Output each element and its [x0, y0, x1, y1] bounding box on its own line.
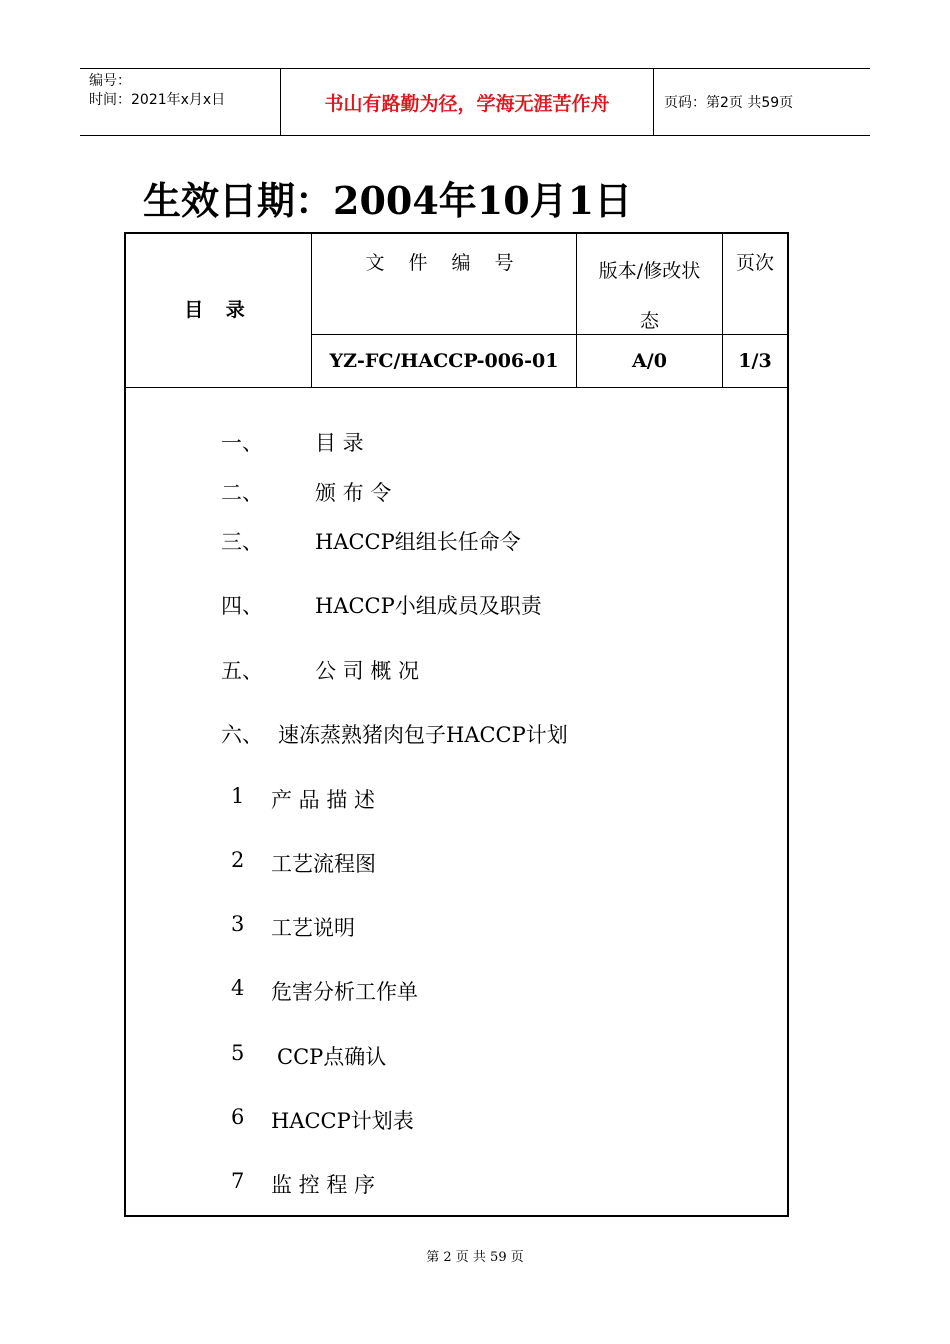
version-header-line2: 态	[639, 310, 659, 332]
number-label: 编号：	[89, 73, 131, 89]
toc-label: 工艺说明	[271, 916, 355, 940]
toc-num: 一、	[221, 431, 263, 455]
toc-label: 速冻蒸熟猪肉包子HACCP计划	[278, 723, 568, 747]
version-header	[577, 234, 723, 335]
header-page-info: 页码：第2页 共59页	[664, 95, 794, 111]
version-value: A/0	[577, 335, 723, 387]
page-value: 1/3	[738, 350, 772, 372]
toc-num: 六、	[221, 723, 263, 747]
page-footer: 第 2 页 共 59 页	[426, 1250, 524, 1265]
toc-label: HACCP组组长任命令	[315, 530, 521, 554]
toc-num: 五、	[221, 659, 263, 683]
table-title: 目 录	[126, 234, 312, 387]
toc-label: HACCP小组成员及职责	[315, 594, 542, 618]
toc-num: 四、	[221, 594, 263, 618]
file-no-value: YZ-FC/HACCP-006-01	[312, 335, 577, 387]
toc-num: 3	[231, 912, 245, 936]
toc-num: 5	[231, 1041, 245, 1065]
toc-label: 工艺流程图	[271, 852, 376, 876]
toc-label: 目 录	[315, 431, 364, 455]
toc-label: 危害分析工作单	[271, 980, 418, 1004]
toc-num: 4	[231, 976, 245, 1000]
toc-num: 二、	[221, 481, 263, 505]
toc-num: 1	[231, 784, 245, 808]
toc-label: 颁 布 令	[315, 481, 392, 505]
toc-label: CCP点确认	[277, 1045, 387, 1069]
page-header-cell: 页次	[723, 234, 787, 335]
toc-num: 6	[231, 1105, 245, 1129]
doc-info-table	[126, 234, 787, 388]
toc-label: 公 司 概 况	[315, 659, 420, 683]
toc-num: 三、	[221, 530, 263, 554]
page-header	[80, 68, 870, 136]
header-meta	[80, 69, 281, 135]
version-header-line1: 版本/修改状	[598, 260, 701, 282]
toc-label: HACCP计划表	[271, 1109, 414, 1133]
toc-num: 2	[231, 848, 245, 872]
file-no-header: 文 件 编 号	[312, 234, 577, 335]
toc-num: 7	[231, 1169, 245, 1193]
time-label: 时间：2021年x月x日	[89, 92, 226, 108]
toc-label: 监 控 程 序	[271, 1173, 376, 1197]
header-motto: 书山有路勤为径，学海无涯苦作舟	[281, 69, 654, 135]
document-frame	[124, 232, 789, 1217]
toc-label: 产 品 描 述	[271, 788, 376, 812]
effective-date: 生效日期：2004年10月1日	[143, 178, 633, 223]
